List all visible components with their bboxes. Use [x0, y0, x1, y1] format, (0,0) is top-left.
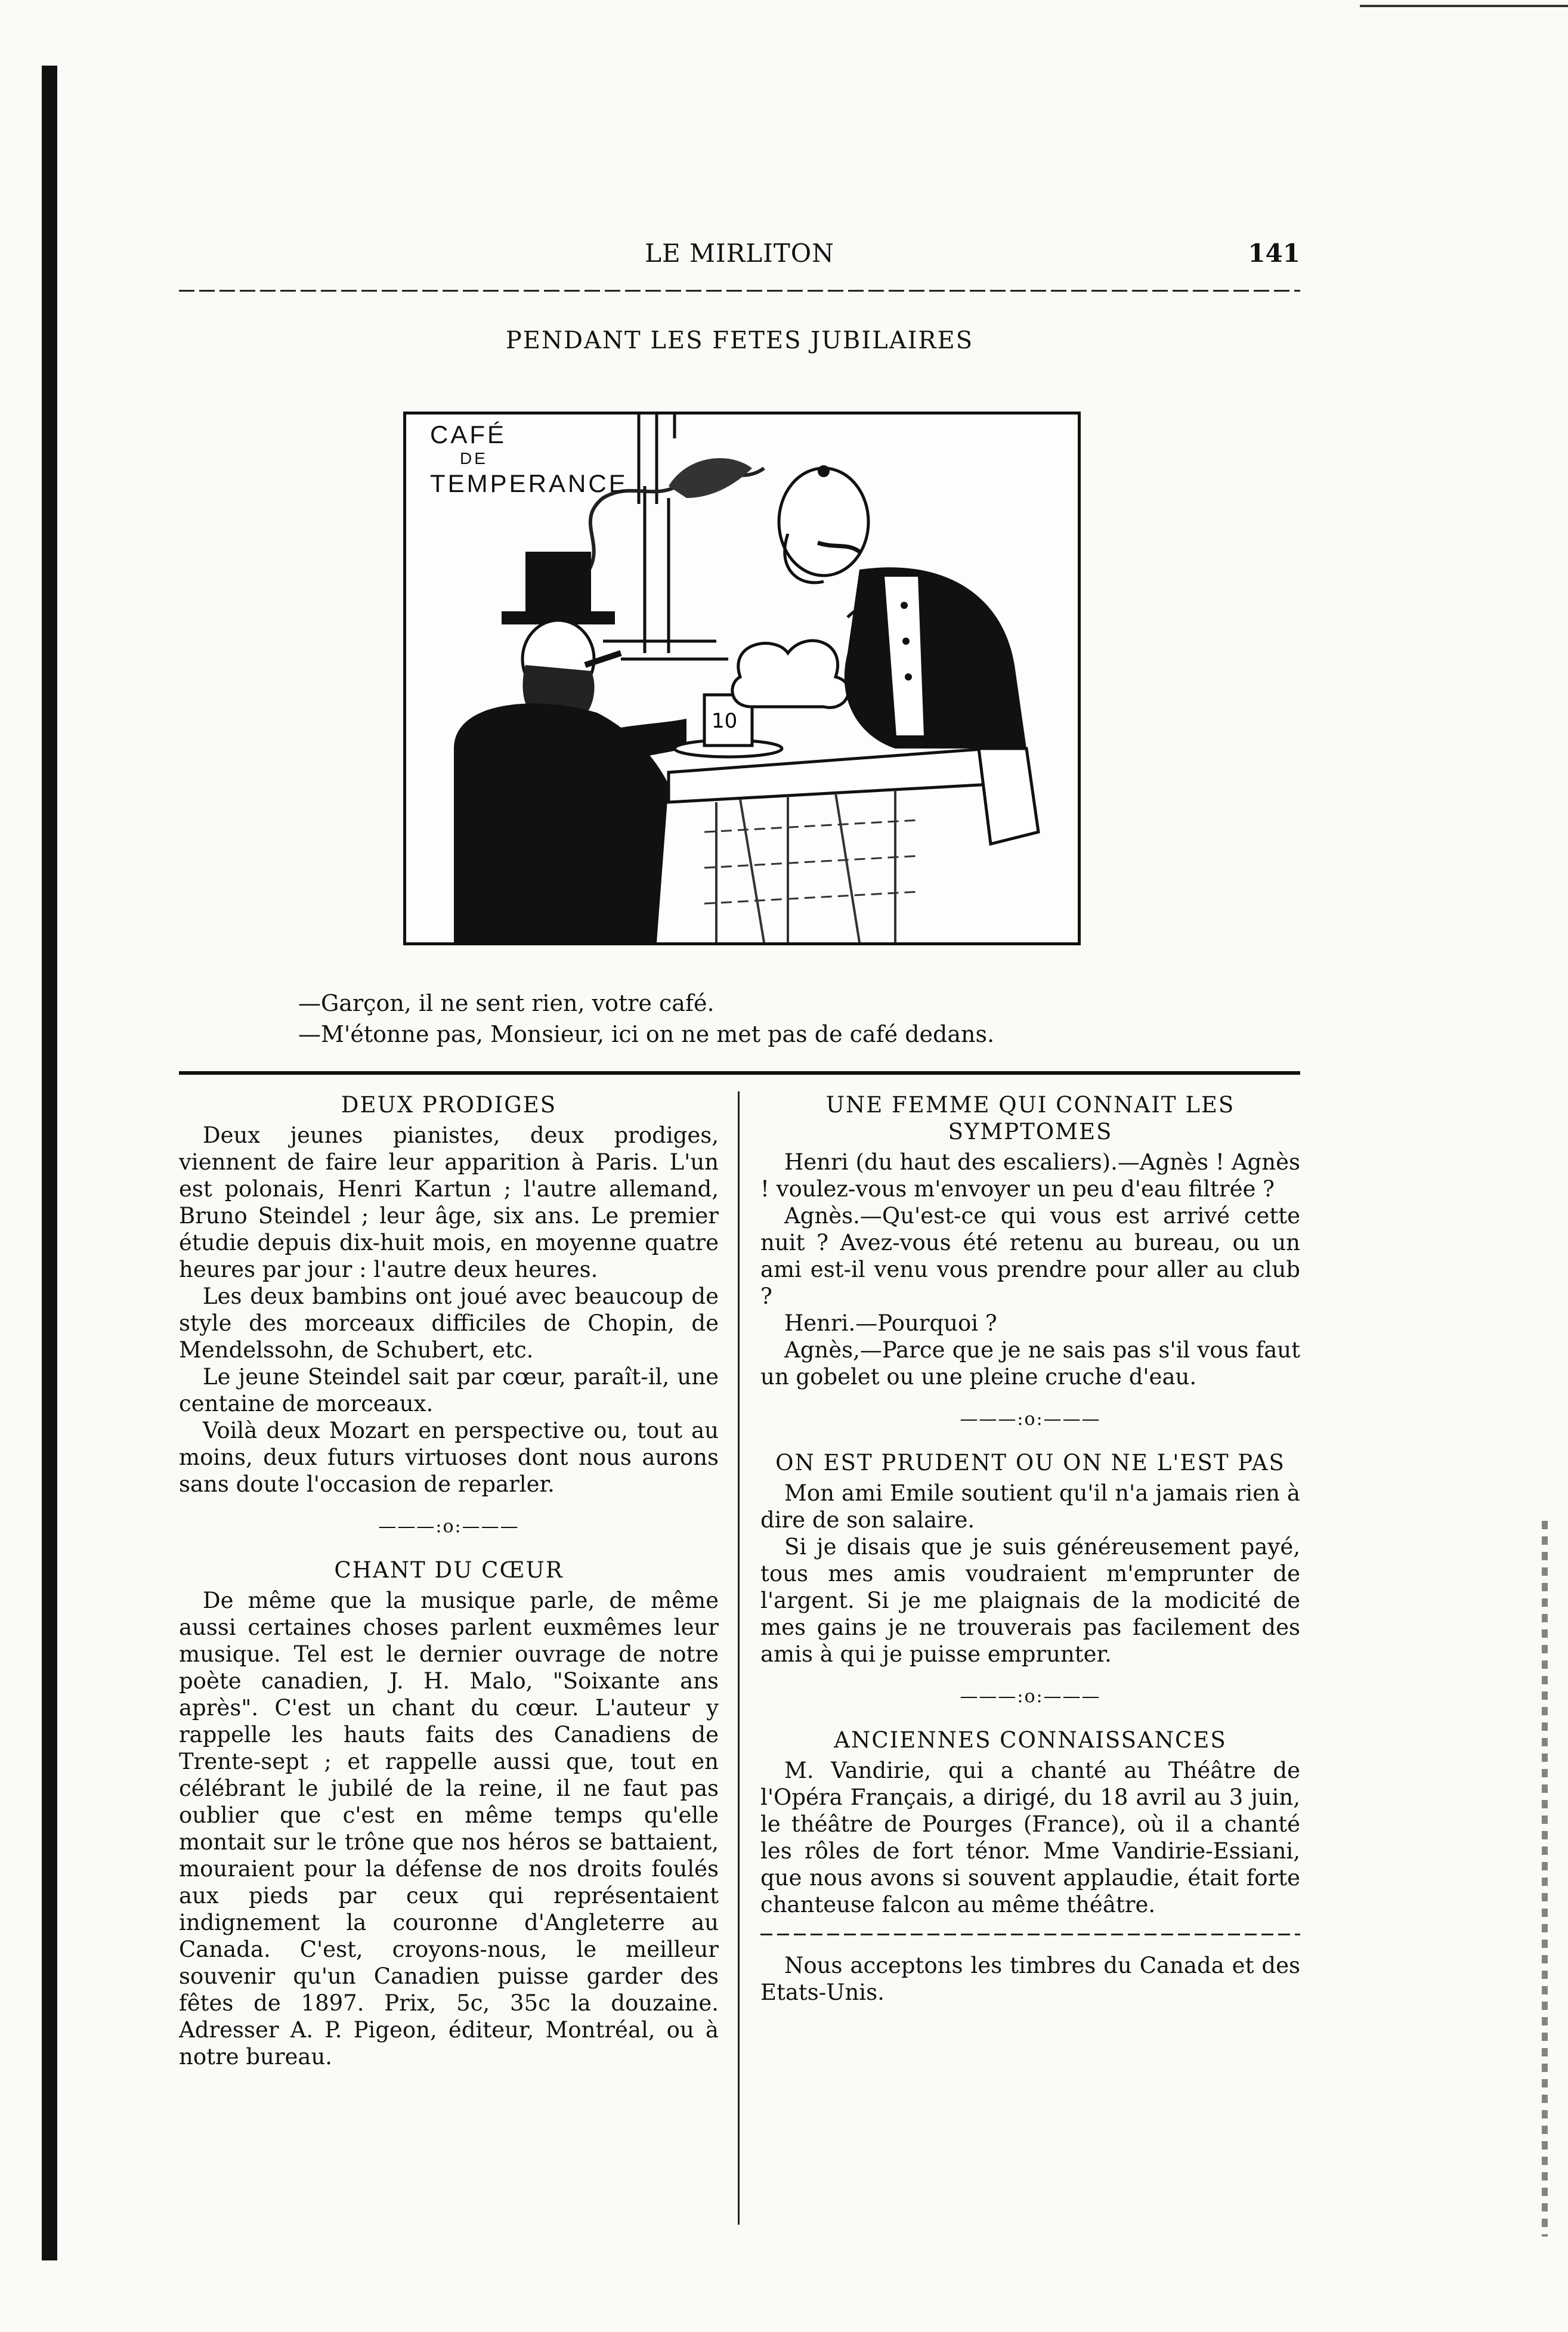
article-paragraph: M. Vandirie, qui a chanté au Théâtre de l'Opéra Français, a dirigé, du 18 avril au 3 juin, le théâtre de Pourges (France), où il a chanté les rôles de fort ténor. Mme Vandirie-Essiani, que nous avons si souvent applaudie, était forte chanteuse falcon au même théâtre. — [760, 1758, 1300, 1917]
article-paragraph: Si je disais que je suis généreusement payé, tous mes amis voudraient m'emprunter de l'argent. Si je me plaignais de la modicité de mes gains je ne trouverais pas facilement des amis à qui je puisse emprunter. — [760, 1534, 1300, 1667]
section-rule — [179, 1071, 1300, 1075]
notice-rule — [760, 1934, 1300, 1935]
article-paragraph: Le jeune Steindel sait par cœur, paraît-il, une centaine de morceaux. — [179, 1364, 719, 1416]
right-column — [760, 1091, 1300, 2006]
article-title-deux-prodiges: DEUX PRODIGES — [341, 1092, 557, 1118]
article-title-chant-du-coeur: CHANT DU CŒUR — [334, 1557, 564, 1583]
page-edge-shadow — [42, 66, 57, 2260]
page-header — [179, 239, 1300, 274]
page-number: 141 — [1248, 239, 1300, 268]
article-paragraph: Henri.—Pourquoi ? — [784, 1310, 997, 1336]
top-edge-rule — [1360, 5, 1568, 7]
article-paragraph: Voilà deux Mozart en perspective ou, tout au moins, deux futurs virtuoses dont nous aurons sans doute l'occasion de reparler. — [179, 1418, 719, 1497]
cartoon-illustration — [403, 412, 1081, 945]
article-title-une-femme: UNE FEMME QUI CONNAIT LES SYMPTOMES — [825, 1092, 1235, 1145]
article-title-on-est-prudent: ON EST PRUDENT OU ON NE L'EST PAS — [775, 1450, 1285, 1476]
cafe-sign-line1: CAFÉ — [430, 420, 507, 449]
article-paragraph: Agnès.—Qu'est-ce qui vous est arrivé cette nuit ? Avez-vous été retenu au bureau, ou un ami est-il venu vous prendre pour aller au club ? — [760, 1203, 1300, 1309]
article-paragraph: Deux jeunes pianistes, deux prodiges, viennent de faire leur apparition à Paris. L'un est polonais, Henri Kartun ; l'autre allemand, Bruno Steindel ; leur âge, six ans. Le premier étudie depuis dix-huit mois, en moyenne quatre heures par jour : l'autre deux heures. — [179, 1122, 719, 1282]
scan-streak — [1542, 1521, 1548, 2237]
article-paragraph: De même que la musique parle, de même aussi certaines choses parlent euxmêmes leur musique. Tel est le dernier ouvrage de notre poète canadien, J. H. Malo, "Soixante ans après". C'est un chant du cœur. L'auteur y rappelle les hauts faits des Canadiens de Trente-sept ; et rappelle aussi que, tout en célébrant le jubilé de la reine, il ne faut pas oublier que c'est en même temps qu'elle montait sur le trône que nos héros se battaient, mouraient pour la défense de nos droits foulés aux pieds par ceux qui représentaient indignement la couronne d'Angleterre au Canada. C'est, croyons-nous, le meilleur souvenir qu'un Canadien puisse garder des fêtes de 1897. Prix, 5c, 35c la douzaine. Adresser A. P. Pigeon, éditeur, Montréal, ou à notre bureau. — [179, 1588, 719, 2070]
cafe-sign-line3: TEMPERANCE — [430, 469, 628, 497]
article-paragraph: Agnès,—Parce que je ne sais pas s'il vous faut un gobelet ou une pleine cruche d'eau. — [760, 1337, 1300, 1390]
header-rule — [179, 290, 1300, 292]
article-paragraph: Henri (du haut des escaliers).—Agnès ! Agnès ! voulez-vous m'envoyer un peu d'eau filtrée ? — [760, 1149, 1300, 1202]
cartoon-caption-line2: —M'étonne pas, Monsieur, ici on ne met pas de café dedans. — [298, 1021, 995, 1047]
running-title: LE MIRLITON — [645, 239, 834, 268]
cartoon-title: PENDANT LES FETES JUBILAIRES — [505, 327, 974, 354]
cup-label: 10 — [712, 709, 738, 733]
article-paragraph: Mon ami Emile soutient qu'il n'a jamais rien à dire de son salaire. — [760, 1480, 1300, 1533]
article-title-anciennes-connaissances: ANCIENNES CONNAISSANCES — [834, 1727, 1227, 1753]
notice-text: Nous acceptons les timbres du Canada et des Etats-Unis. — [760, 1953, 1300, 2005]
cafe-sign-line2: DE — [460, 449, 488, 468]
section-separator: ———:o:——— — [960, 1686, 1101, 1707]
section-separator: ———:o:——— — [378, 1516, 519, 1537]
column-divider — [738, 1091, 740, 2225]
cartoon-caption-line1: —Garçon, il ne sent rien, votre café. — [298, 990, 715, 1016]
left-column — [179, 1091, 719, 2070]
article-paragraph: Les deux bambins ont joué avec beaucoup de style des morceaux difficiles de Chopin, de Mendelssohn, de Schubert, etc. — [179, 1283, 719, 1363]
section-separator: ———:o:——— — [960, 1409, 1101, 1430]
